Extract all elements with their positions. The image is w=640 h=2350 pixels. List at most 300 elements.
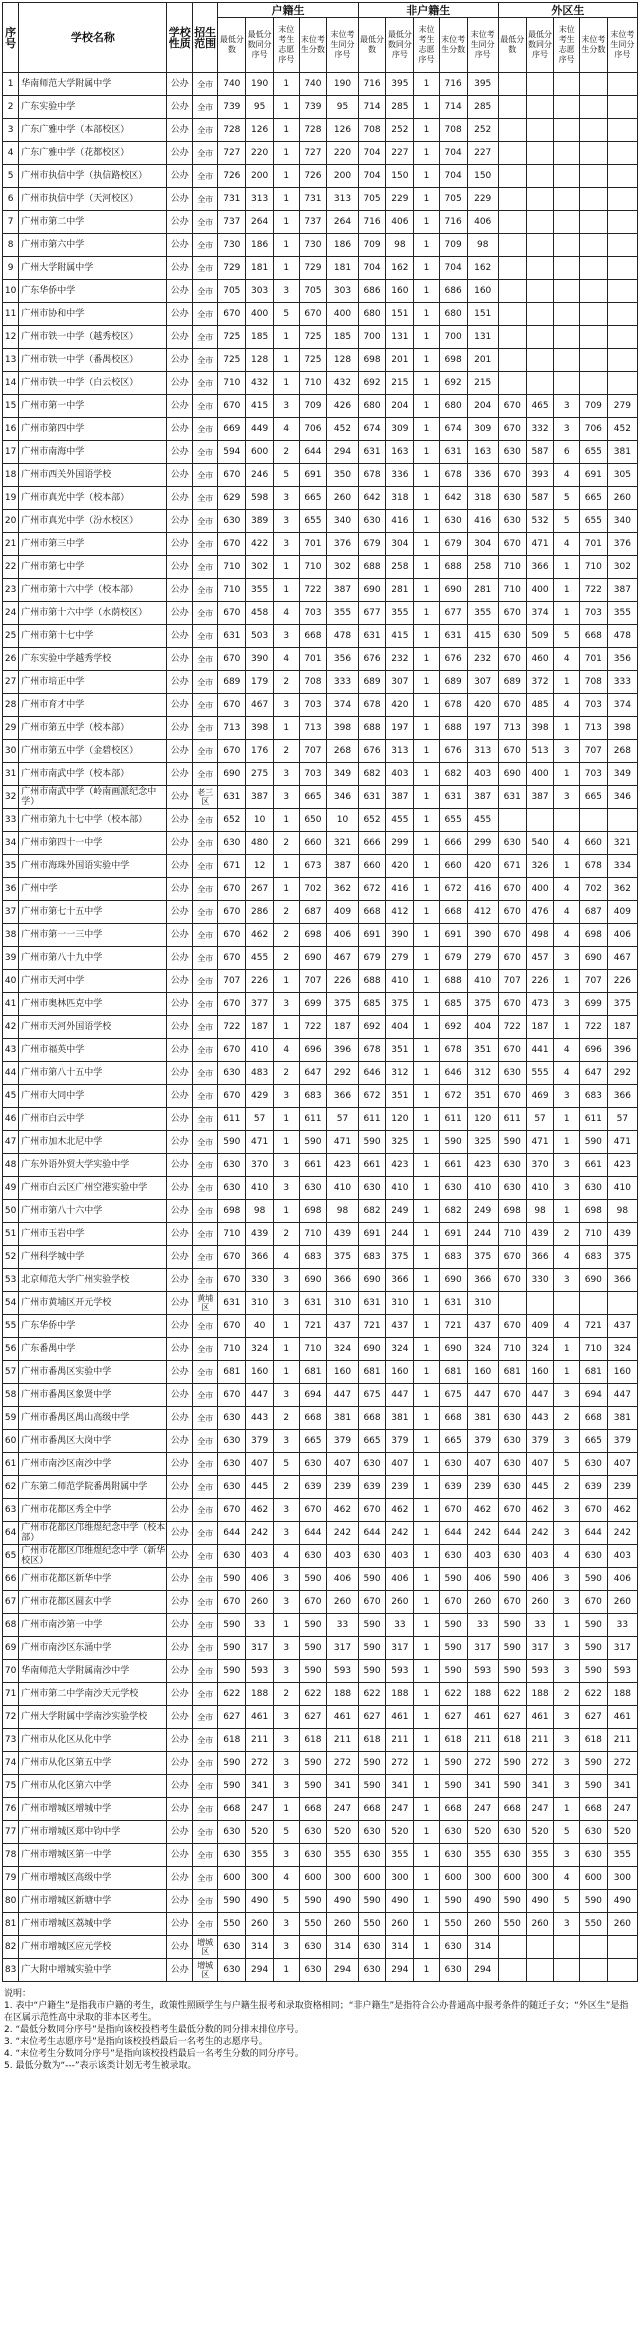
hukou-last-vol: 3 xyxy=(274,487,299,510)
table-row xyxy=(3,717,638,740)
hukou-last-seq: 33 xyxy=(327,1614,358,1637)
feihukou-last-seq: 151 xyxy=(467,303,498,326)
waiqu-min-score: 627 xyxy=(498,1706,526,1729)
feihukou-last-seq: 260 xyxy=(467,1591,498,1614)
waiqu-last-score: 713 xyxy=(579,717,607,740)
hukou-min-score: 670 xyxy=(218,1315,246,1338)
hukou-same-score-seq: 310 xyxy=(246,1292,274,1315)
feihukou-last-score: 688 xyxy=(439,556,467,579)
hukou-last-score: 665 xyxy=(299,487,327,510)
enrollment-range: 全市 xyxy=(192,855,217,878)
hukou-last-vol: 1 xyxy=(274,211,299,234)
enrollment-range: 全市 xyxy=(192,1108,217,1131)
feihukou-last-seq: 162 xyxy=(467,257,498,280)
hukou-same-score-seq: 200 xyxy=(246,165,274,188)
waiqu-last-seq: 437 xyxy=(607,1315,637,1338)
feihukou-same-score-seq: 279 xyxy=(386,947,414,970)
waiqu-last-score: 590 xyxy=(579,1660,607,1683)
feihukou-same-score-seq: 318 xyxy=(386,487,414,510)
feihukou-same-score-seq: 258 xyxy=(386,556,414,579)
school-name: 广州市增城区应元学校 xyxy=(19,1936,167,1959)
hukou-same-score-seq: 355 xyxy=(246,579,274,602)
hukou-last-seq: 355 xyxy=(327,602,358,625)
waiqu-same-score-seq: 403 xyxy=(526,1545,554,1568)
school-nature: 公办 xyxy=(167,832,192,855)
enrollment-range: 全市 xyxy=(192,717,217,740)
hukou-last-seq: 387 xyxy=(327,855,358,878)
enrollment-range: 全市 xyxy=(192,349,217,372)
waiqu-same-score-seq: 393 xyxy=(526,464,554,487)
header-same-score-seq: 最低分数同分序号 xyxy=(386,18,414,73)
waiqu-last-seq: 366 xyxy=(607,1269,637,1292)
row-number: 66 xyxy=(3,1568,19,1591)
enrollment-range: 全市 xyxy=(192,1407,217,1430)
waiqu-last-vol xyxy=(554,1959,579,1982)
waiqu-min-score: 670 xyxy=(498,1591,526,1614)
hukou-last-score: 644 xyxy=(299,441,327,464)
hukou-last-vol: 1 xyxy=(274,1338,299,1361)
waiqu-same-score-seq xyxy=(526,349,554,372)
waiqu-last-seq: 260 xyxy=(607,1913,637,1936)
feihukou-last-seq: 407 xyxy=(467,1453,498,1476)
hukou-last-score: 647 xyxy=(299,1062,327,1085)
school-name: 广州市花都区秀全中学 xyxy=(19,1499,167,1522)
school-nature: 公办 xyxy=(167,1683,192,1706)
row-number: 4 xyxy=(3,142,19,165)
enrollment-range: 全市 xyxy=(192,1338,217,1361)
waiqu-same-score-seq xyxy=(526,1959,554,1982)
feihukou-last-score: 716 xyxy=(439,211,467,234)
feihukou-same-score-seq: 420 xyxy=(386,694,414,717)
feihukou-last-seq: 375 xyxy=(467,993,498,1016)
feihukou-same-score-seq: 131 xyxy=(386,326,414,349)
table-row xyxy=(3,602,638,625)
table-row xyxy=(3,280,638,303)
table-row xyxy=(3,349,638,372)
table-row xyxy=(3,1085,638,1108)
hukou-last-vol: 3 xyxy=(274,510,299,533)
waiqu-last-score: 670 xyxy=(579,1591,607,1614)
hukou-last-vol: 3 xyxy=(274,786,299,809)
hukou-last-score: 725 xyxy=(299,349,327,372)
feihukou-min-score: 692 xyxy=(358,1016,386,1039)
hukou-last-seq: 294 xyxy=(327,441,358,464)
table-row xyxy=(3,1292,638,1315)
waiqu-min-score: 670 xyxy=(498,1085,526,1108)
waiqu-last-score: 665 xyxy=(579,1430,607,1453)
feihukou-last-seq: 285 xyxy=(467,96,498,119)
waiqu-same-score-seq: 341 xyxy=(526,1775,554,1798)
hukou-min-score: 644 xyxy=(218,1522,246,1545)
header-min-score: 最低分数 xyxy=(498,18,526,73)
waiqu-last-seq: 490 xyxy=(607,1890,637,1913)
school-name: 广州市从化区第六中学 xyxy=(19,1775,167,1798)
waiqu-min-score: 590 xyxy=(498,1637,526,1660)
waiqu-last-seq: 98 xyxy=(607,1200,637,1223)
waiqu-last-vol: 4 xyxy=(554,694,579,717)
feihukou-last-seq: 33 xyxy=(467,1614,498,1637)
feihukou-last-score: 600 xyxy=(439,1867,467,1890)
hukou-last-score: 710 xyxy=(299,1338,327,1361)
feihukou-min-score: 691 xyxy=(358,924,386,947)
feihukou-last-seq: 351 xyxy=(467,1039,498,1062)
hukou-last-vol: 2 xyxy=(274,441,299,464)
header-range: 招生范围 xyxy=(192,3,217,73)
feihukou-min-score: 630 xyxy=(358,1844,386,1867)
row-number: 40 xyxy=(3,970,19,993)
feihukou-last-score: 630 xyxy=(439,510,467,533)
feihukou-same-score-seq: 341 xyxy=(386,1775,414,1798)
table-row xyxy=(3,855,638,878)
hukou-min-score: 689 xyxy=(218,671,246,694)
hukou-last-seq: 356 xyxy=(327,648,358,671)
waiqu-last-seq: 239 xyxy=(607,1476,637,1499)
hukou-last-score: 701 xyxy=(299,533,327,556)
header-last-seq: 末位考生同分序号 xyxy=(607,18,637,73)
waiqu-last-vol: 4 xyxy=(554,1315,579,1338)
waiqu-last-score: 681 xyxy=(579,1361,607,1384)
feihukou-last-score: 639 xyxy=(439,1476,467,1499)
waiqu-last-vol: 5 xyxy=(554,1821,579,1844)
feihukou-last-score: 691 xyxy=(439,1223,467,1246)
feihukou-min-score: 590 xyxy=(358,1660,386,1683)
school-name: 广州市番禺区象贤中学 xyxy=(19,1384,167,1407)
feihukou-last-vol: 1 xyxy=(414,119,439,142)
enrollment-range: 全市 xyxy=(192,993,217,1016)
waiqu-same-score-seq xyxy=(526,211,554,234)
row-number: 25 xyxy=(3,625,19,648)
hukou-last-vol: 3 xyxy=(274,280,299,303)
hukou-last-vol: 4 xyxy=(274,418,299,441)
feihukou-same-score-seq: 324 xyxy=(386,1338,414,1361)
feihukou-last-vol: 1 xyxy=(414,740,439,763)
feihukou-last-vol: 1 xyxy=(414,1729,439,1752)
hukou-last-vol: 1 xyxy=(274,1200,299,1223)
waiqu-last-seq xyxy=(607,96,637,119)
feihukou-min-score: 590 xyxy=(358,1614,386,1637)
hukou-same-score-seq: 458 xyxy=(246,602,274,625)
feihukou-last-score: 630 xyxy=(439,1177,467,1200)
feihukou-last-seq: 406 xyxy=(467,1568,498,1591)
hukou-min-score: 627 xyxy=(218,1706,246,1729)
enrollment-range: 全市 xyxy=(192,1614,217,1637)
waiqu-min-score: 710 xyxy=(498,1223,526,1246)
school-nature: 公办 xyxy=(167,1407,192,1430)
waiqu-last-score: 668 xyxy=(579,1407,607,1430)
waiqu-last-seq: 396 xyxy=(607,1039,637,1062)
hukou-same-score-seq: 390 xyxy=(246,648,274,671)
school-nature: 公办 xyxy=(167,924,192,947)
waiqu-last-vol xyxy=(554,349,579,372)
hukou-same-score-seq: 415 xyxy=(246,395,274,418)
hukou-last-seq: 272 xyxy=(327,1752,358,1775)
feihukou-last-score: 670 xyxy=(439,1499,467,1522)
waiqu-last-vol: 3 xyxy=(554,1775,579,1798)
table-row xyxy=(3,694,638,717)
hukou-last-score: 660 xyxy=(299,832,327,855)
row-number: 5 xyxy=(3,165,19,188)
feihukou-min-score: 672 xyxy=(358,1085,386,1108)
hukou-min-score: 705 xyxy=(218,280,246,303)
feihukou-last-score: 590 xyxy=(439,1568,467,1591)
header-group-hukou: 户籍生 xyxy=(218,3,358,18)
feihukou-same-score-seq: 415 xyxy=(386,625,414,648)
row-number: 57 xyxy=(3,1361,19,1384)
hukou-same-score-seq: 226 xyxy=(246,970,274,993)
feihukou-last-vol: 1 xyxy=(414,786,439,809)
waiqu-min-score: 590 xyxy=(498,1660,526,1683)
row-number: 16 xyxy=(3,418,19,441)
table-row xyxy=(3,1338,638,1361)
feihukou-last-seq: 160 xyxy=(467,1361,498,1384)
feihukou-same-score-seq: 120 xyxy=(386,1108,414,1131)
feihukou-same-score-seq: 33 xyxy=(386,1614,414,1637)
school-name: 广州市第六中学 xyxy=(19,234,167,257)
school-nature: 公办 xyxy=(167,878,192,901)
feihukou-last-score: 646 xyxy=(439,1062,467,1085)
school-nature: 公办 xyxy=(167,303,192,326)
waiqu-last-score xyxy=(579,73,607,96)
row-number: 68 xyxy=(3,1614,19,1637)
waiqu-last-score: 703 xyxy=(579,602,607,625)
feihukou-last-seq: 239 xyxy=(467,1476,498,1499)
waiqu-last-score: 668 xyxy=(579,1798,607,1821)
feihukou-last-seq: 249 xyxy=(467,1200,498,1223)
hukou-last-seq: 406 xyxy=(327,924,358,947)
waiqu-last-vol: 2 xyxy=(554,1476,579,1499)
waiqu-last-vol xyxy=(554,1936,579,1959)
enrollment-range: 全市 xyxy=(192,1085,217,1108)
school-name: 广东番禺中学 xyxy=(19,1338,167,1361)
hukou-last-vol: 1 xyxy=(274,717,299,740)
enrollment-range: 全市 xyxy=(192,1177,217,1200)
feihukou-last-score: 690 xyxy=(439,1338,467,1361)
hukou-same-score-seq: 462 xyxy=(246,1499,274,1522)
hukou-last-seq: 310 xyxy=(327,1292,358,1315)
feihukou-last-vol: 1 xyxy=(414,579,439,602)
feihukou-last-seq: 98 xyxy=(467,234,498,257)
hukou-min-score: 740 xyxy=(218,73,246,96)
waiqu-last-score xyxy=(579,1292,607,1315)
hukou-same-score-seq: 461 xyxy=(246,1706,274,1729)
enrollment-range: 全市 xyxy=(192,418,217,441)
hukou-last-seq: 185 xyxy=(327,326,358,349)
table-row xyxy=(3,763,638,786)
waiqu-last-score: 590 xyxy=(579,1568,607,1591)
waiqu-min-score xyxy=(498,257,526,280)
hukou-last-seq: 303 xyxy=(327,280,358,303)
feihukou-last-vol: 1 xyxy=(414,1499,439,1522)
school-name: 广州市白云区广州空港实验中学 xyxy=(19,1177,167,1200)
hukou-min-score: 739 xyxy=(218,96,246,119)
waiqu-same-score-seq: 247 xyxy=(526,1798,554,1821)
hukou-min-score: 698 xyxy=(218,1200,246,1223)
feihukou-last-vol: 1 xyxy=(414,510,439,533)
hukou-same-score-seq: 341 xyxy=(246,1775,274,1798)
feihukou-last-vol: 1 xyxy=(414,1453,439,1476)
header-group-feihukou: 非户籍生 xyxy=(358,3,498,18)
feihukou-last-score: 686 xyxy=(439,280,467,303)
header-last-vol: 末位考生志愿序号 xyxy=(554,18,579,73)
hukou-last-seq: 403 xyxy=(327,1545,358,1568)
waiqu-last-vol xyxy=(554,303,579,326)
waiqu-last-score xyxy=(579,1959,607,1982)
waiqu-min-score xyxy=(498,73,526,96)
school-name: 华南师范大学附属南沙中学 xyxy=(19,1660,167,1683)
waiqu-min-score xyxy=(498,1936,526,1959)
hukou-same-score-seq: 185 xyxy=(246,326,274,349)
waiqu-same-score-seq xyxy=(526,257,554,280)
feihukou-same-score-seq: 593 xyxy=(386,1660,414,1683)
feihukou-last-seq: 232 xyxy=(467,648,498,671)
feihukou-min-score: 705 xyxy=(358,188,386,211)
hukou-min-score: 671 xyxy=(218,855,246,878)
feihukou-min-score: 590 xyxy=(358,1637,386,1660)
hukou-min-score: 630 xyxy=(218,510,246,533)
hukou-last-vol: 3 xyxy=(274,1085,299,1108)
feihukou-last-score: 672 xyxy=(439,878,467,901)
header-group-waiqu: 外区生 xyxy=(498,3,637,18)
hukou-min-score: 590 xyxy=(218,1752,246,1775)
feihukou-last-seq: 211 xyxy=(467,1729,498,1752)
waiqu-last-vol: 1 xyxy=(554,1108,579,1131)
waiqu-min-score: 698 xyxy=(498,1200,526,1223)
hukou-min-score: 590 xyxy=(218,1614,246,1637)
feihukou-last-vol: 1 xyxy=(414,1361,439,1384)
feihukou-last-score: 676 xyxy=(439,740,467,763)
hukou-min-score: 670 xyxy=(218,1085,246,1108)
row-number: 64 xyxy=(3,1522,19,1545)
hukou-last-seq: 520 xyxy=(327,1821,358,1844)
waiqu-same-score-seq: 272 xyxy=(526,1752,554,1775)
feihukou-last-seq: 260 xyxy=(467,1913,498,1936)
hukou-last-score: 630 xyxy=(299,1177,327,1200)
waiqu-same-score-seq: 366 xyxy=(526,1246,554,1269)
hukou-last-seq: 324 xyxy=(327,1338,358,1361)
enrollment-range: 全市 xyxy=(192,487,217,510)
waiqu-same-score-seq: 300 xyxy=(526,1867,554,1890)
hukou-min-score: 728 xyxy=(218,119,246,142)
hukou-min-score: 681 xyxy=(218,1361,246,1384)
hukou-same-score-seq: 455 xyxy=(246,947,274,970)
hukou-last-vol: 3 xyxy=(274,1706,299,1729)
feihukou-last-score: 631 xyxy=(439,441,467,464)
hukou-same-score-seq: 403 xyxy=(246,1545,274,1568)
school-nature: 公办 xyxy=(167,96,192,119)
hukou-last-seq: 375 xyxy=(327,993,358,1016)
hukou-last-vol: 3 xyxy=(274,1292,299,1315)
hukou-last-score: 722 xyxy=(299,579,327,602)
waiqu-last-seq xyxy=(607,211,637,234)
hukou-last-score: 673 xyxy=(299,855,327,878)
feihukou-same-score-seq: 162 xyxy=(386,257,414,280)
waiqu-last-vol: 4 xyxy=(554,464,579,487)
hukou-same-score-seq: 40 xyxy=(246,1315,274,1338)
waiqu-min-score xyxy=(498,119,526,142)
hukou-last-seq: 461 xyxy=(327,1706,358,1729)
waiqu-last-seq: 406 xyxy=(607,924,637,947)
school-nature: 公办 xyxy=(167,1269,192,1292)
hukou-min-score: 611 xyxy=(218,1108,246,1131)
hukou-min-score: 630 xyxy=(218,1154,246,1177)
feihukou-min-score: 708 xyxy=(358,119,386,142)
hukou-same-score-seq: 400 xyxy=(246,303,274,326)
feihukou-same-score-seq: 410 xyxy=(386,1177,414,1200)
hukou-last-vol: 3 xyxy=(274,1177,299,1200)
table-row xyxy=(3,1936,638,1959)
waiqu-last-seq: 461 xyxy=(607,1706,637,1729)
feihukou-last-vol: 1 xyxy=(414,993,439,1016)
feihukou-last-seq: 351 xyxy=(467,1085,498,1108)
hukou-min-score: 710 xyxy=(218,556,246,579)
row-number: 78 xyxy=(3,1844,19,1867)
row-number: 60 xyxy=(3,1430,19,1453)
waiqu-min-score: 670 xyxy=(498,395,526,418)
feihukou-last-score: 688 xyxy=(439,717,467,740)
school-name: 北京师范大学广州实验学校 xyxy=(19,1269,167,1292)
hukou-last-vol: 3 xyxy=(274,1660,299,1683)
waiqu-last-vol: 1 xyxy=(554,1131,579,1154)
hukou-last-vol: 3 xyxy=(274,1591,299,1614)
school-nature: 公办 xyxy=(167,510,192,533)
feihukou-same-score-seq: 407 xyxy=(386,1453,414,1476)
waiqu-last-seq: 321 xyxy=(607,832,637,855)
hukou-last-seq: 375 xyxy=(327,1246,358,1269)
table-row xyxy=(3,96,638,119)
hukou-last-seq: 260 xyxy=(327,1591,358,1614)
hukou-last-seq: 366 xyxy=(327,1269,358,1292)
hukou-last-score: 590 xyxy=(299,1752,327,1775)
feihukou-min-score: 688 xyxy=(358,556,386,579)
waiqu-last-score: 701 xyxy=(579,533,607,556)
school-name: 广州市育才中学 xyxy=(19,694,167,717)
waiqu-last-vol: 3 xyxy=(554,1568,579,1591)
hukou-last-vol: 4 xyxy=(274,1246,299,1269)
hukou-last-score: 721 xyxy=(299,1315,327,1338)
feihukou-last-score: 692 xyxy=(439,1016,467,1039)
waiqu-last-seq: 471 xyxy=(607,1131,637,1154)
school-nature: 公办 xyxy=(167,556,192,579)
hukou-last-vol: 1 xyxy=(274,579,299,602)
hukou-same-score-seq: 302 xyxy=(246,556,274,579)
school-nature: 公办 xyxy=(167,1798,192,1821)
waiqu-min-score xyxy=(498,372,526,395)
header-no: 序号 xyxy=(3,3,19,73)
feihukou-min-score: 646 xyxy=(358,1062,386,1085)
waiqu-last-vol: 1 xyxy=(554,671,579,694)
feihukou-last-vol: 1 xyxy=(414,1246,439,1269)
feihukou-min-score: 590 xyxy=(358,1568,386,1591)
waiqu-same-score-seq xyxy=(526,1292,554,1315)
hukou-last-vol: 5 xyxy=(274,303,299,326)
feihukou-last-seq: 336 xyxy=(467,464,498,487)
hukou-last-score: 668 xyxy=(299,625,327,648)
school-nature: 公办 xyxy=(167,1706,192,1729)
feihukou-min-score: 665 xyxy=(358,1430,386,1453)
hukou-last-vol: 4 xyxy=(274,1039,299,1062)
feihukou-same-score-seq: 375 xyxy=(386,1246,414,1269)
school-name: 广州市第十七中学 xyxy=(19,625,167,648)
feihukou-same-score-seq: 227 xyxy=(386,142,414,165)
feihukou-min-score: 630 xyxy=(358,1959,386,1982)
feihukou-min-score: 688 xyxy=(358,717,386,740)
hukou-last-seq: 186 xyxy=(327,234,358,257)
waiqu-min-score xyxy=(498,234,526,257)
waiqu-last-score: 665 xyxy=(579,487,607,510)
feihukou-last-vol: 1 xyxy=(414,1614,439,1637)
feihukou-last-vol: 1 xyxy=(414,717,439,740)
hukou-same-score-seq: 246 xyxy=(246,464,274,487)
